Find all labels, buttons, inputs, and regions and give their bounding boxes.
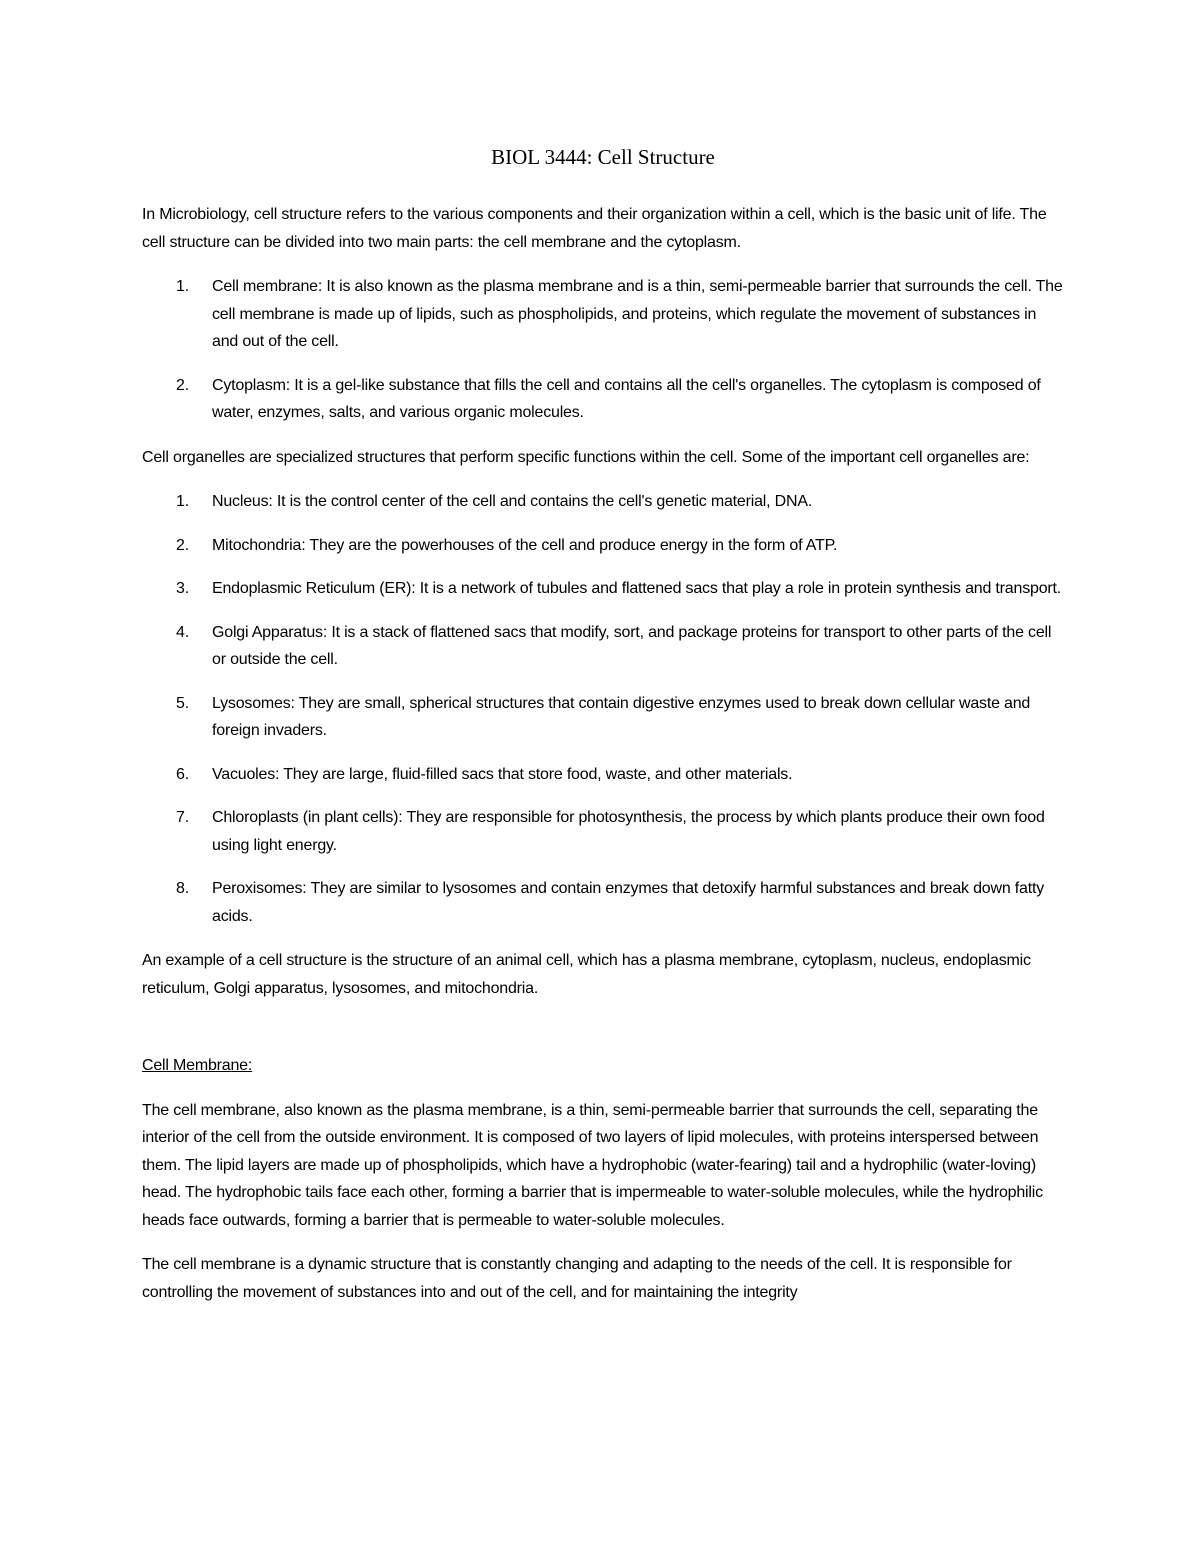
- list-item: [142, 488, 1064, 516]
- list-item-text: Nucleus: It is the control center of the cell and contains the cell's genetic material, DNA.: [212, 493, 813, 510]
- list-item-text: Mitochondria: They are the powerhouses of the cell and produce energy in the form of ATP.: [212, 536, 838, 554]
- list-number: 8.: [176, 880, 189, 897]
- list-number: 6.: [176, 765, 189, 783]
- list-item-text: Endoplasmic Reticulum (ER): It is a network of tubules and flattened sacs that play a role in protein synthesis and transport.: [212, 580, 1062, 597]
- intro-paragraph: In Microbiology, cell structure refers to the various components and their organization within a cell, which is the basic unit of life. The cell structure can be divided into two main parts: the cell membrane and the cytoplasm.: [142, 206, 1047, 251]
- section-heading: Cell Membrane:: [142, 1057, 253, 1074]
- list-item: [142, 690, 1064, 745]
- list-item-text: Peroxisomes: They are similar to lysosomes and contain enzymes that detoxify harmful substances and break down fatty acids.: [212, 880, 1045, 925]
- list-number: 3.: [176, 580, 189, 597]
- document-body: [142, 143, 1064, 1323]
- list-number: 7.: [176, 809, 189, 826]
- list-item-text: Lysosomes: They are small, spherical structures that contain digestive enzymes used to break down cellular waste and foreign invaders.: [212, 694, 1031, 739]
- list-number: 1.: [176, 493, 189, 510]
- example-paragraph: An example of a cell structure is the structure of an animal cell, which has a plasma membrane, cytoplasm, nucleus, endoplasmic reticulum, Golgi apparatus, lysosomes, and mitochondria.: [142, 952, 1031, 997]
- list-number: 2.: [176, 536, 189, 554]
- list-item: [142, 804, 1064, 859]
- list-item-text: Cell membrane: It is also known as the plasma membrane and is a thin, semi-permeable barrier that surrounds the cell. The cell membrane is made up of lipids, such as phospholipids, and proteins, which regulate the movement of substances in and out of the cell.: [212, 278, 1063, 350]
- document-title: BIOL 3444: Cell Structure: [491, 145, 715, 169]
- cell-membrane-paragraph-2: The cell membrane is a dynamic structure that is constantly changing and adapting to the needs of the cell. It is responsible for controlling the movement of substances into and out of the cell, and for maintaining the integrity: [142, 1256, 1012, 1301]
- list-item: [142, 761, 1064, 789]
- list-item: [142, 875, 1064, 930]
- main-parts-list: [142, 273, 1064, 427]
- organelles-intro-paragraph: Cell organelles are specialized structures that perform specific functions within the cell. Some of the important cell organelles are:: [142, 448, 1030, 466]
- cell-membrane-paragraph-1: The cell membrane, also known as the plasma membrane, is a thin, semi-permeable barrier that surrounds the cell, separating the interior of the cell from the outside environment. It is composed of two layers of lipid molecules, with proteins interspersed between them. The lipid layers are made up of phospholipids, which have a hydrophobic (water-fearing) tail and a hydrophilic (water-loving) head. The hydrophobic tails face each other, forming a barrier that is impermeable to water-soluble molecules, while the hydrophilic heads face outwards, forming a barrier that is permeable to water-soluble molecules.: [142, 1101, 1043, 1229]
- list-item: [142, 273, 1064, 356]
- list-number: 2.: [176, 376, 189, 394]
- list-number: 5.: [176, 694, 189, 712]
- list-item-text: Cytoplasm: It is a gel-like substance that fills the cell and contains all the cell's organelles. The cytoplasm is composed of water, enzymes, salts, and various organic molecules.: [212, 376, 1041, 421]
- list-number: 4.: [176, 623, 189, 641]
- list-item-text: Golgi Apparatus: It is a stack of flattened sacs that modify, sort, and package proteins for transport to other parts of the cell or outside the cell.: [212, 623, 1052, 668]
- organelles-list: [142, 488, 1064, 930]
- list-item-text: Chloroplasts (in plant cells): They are responsible for photosynthesis, the process by which plants produce their own food using light energy.: [212, 809, 1045, 854]
- list-number: 1.: [176, 278, 189, 295]
- list-item: [142, 575, 1064, 603]
- list-item: [142, 532, 1064, 560]
- list-item: [142, 619, 1064, 674]
- list-item: [142, 372, 1064, 427]
- list-item-text: Vacuoles: They are large, fluid-filled sacs that store food, waste, and other materials.: [212, 765, 793, 783]
